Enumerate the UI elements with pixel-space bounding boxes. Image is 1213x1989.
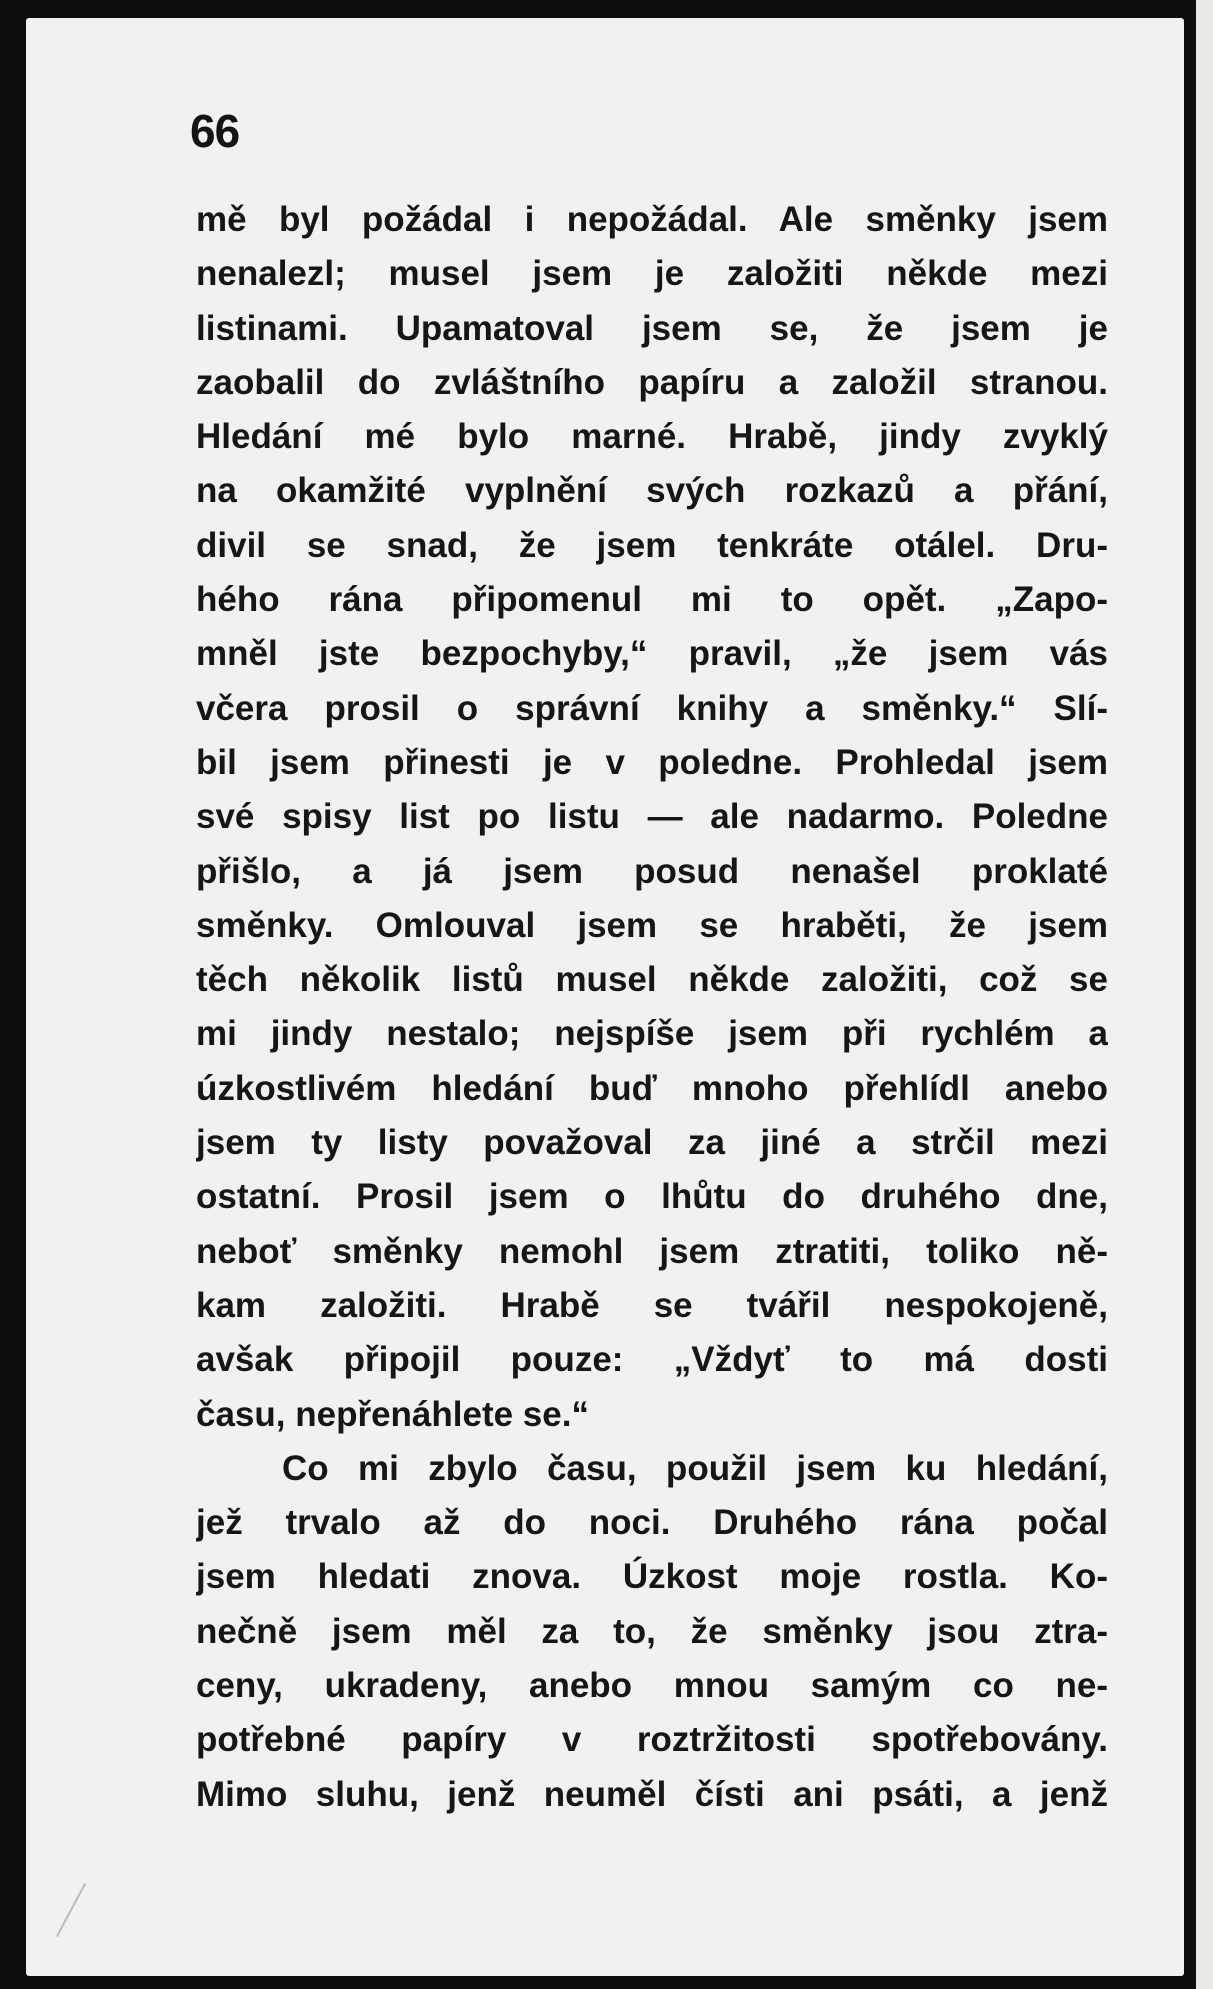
text-line: potřebné papíry v roztržitosti spotřebovány.: [196, 1720, 1108, 1760]
text-line: Mimo sluhu, jenž neuměl čísti ani psáti, a jenž: [196, 1774, 1108, 1814]
text-line: včera prosil o správní knihy a směnky.“ Slí-: [196, 688, 1108, 728]
text-line: avšak připojil pouze: „Vždyť to má dosti: [196, 1340, 1108, 1380]
text-line: Hledání mé bylo marné. Hrabě, jindy zvyklý: [196, 417, 1108, 457]
body-text: [196, 193, 1108, 1822]
text-line: směnky. Omlouval jsem se hraběti, že jsem: [196, 905, 1108, 945]
text-line: své spisy list po listu — ale nadarmo. Poledne: [196, 797, 1108, 837]
text-line: zaobalil do zvláštního papíru a založil stranou.: [196, 362, 1108, 402]
text-line: jsem ty listy považoval za jiné a strčil mezi: [196, 1123, 1108, 1163]
text-line: hého rána připomenul mi to opět. „Zapo-: [196, 580, 1108, 620]
text-line: jsem hledati znova. Úzkost moje rostla. Ko-: [196, 1557, 1108, 1597]
text-line: úzkostlivém hledání buď mnoho přehlídl anebo: [196, 1068, 1108, 1108]
text-line: mněl jste bezpochyby,“ pravil, „že jsem vás: [196, 634, 1108, 674]
adjacent-page-edge: [1196, 0, 1213, 1989]
text-line: času, nepřenáhlete se.“: [196, 1394, 589, 1434]
text-line: Co mi zbylo času, použil jsem ku hledání,: [282, 1448, 1108, 1488]
text-line: na okamžité vyplnění svých rozkazů a přání,: [196, 471, 1108, 511]
text-line: těch několik listů musel někde založiti, což se: [196, 960, 1108, 1000]
text-line: listinami. Upamatoval jsem se, že jsem je: [196, 308, 1108, 348]
text-line: kam založiti. Hrabě se tvářil nespokojeně,: [196, 1285, 1108, 1325]
text-line: ostatní. Prosil jsem o lhůtu do druhého dne,: [196, 1177, 1108, 1217]
text-line: mě byl požádal i nepožádal. Ale směnky jsem: [196, 200, 1108, 239]
text-line: nenalezl; musel jsem je založiti někde mezi: [196, 254, 1108, 294]
text-line: jež trvalo až do noci. Druhého rána počal: [196, 1503, 1108, 1543]
page-number: 66: [190, 105, 240, 157]
text-line: divil se snad, že jsem tenkráte otálel. Dru-: [196, 525, 1108, 565]
text-line: přišlo, a já jsem posud nenašel proklaté: [196, 851, 1108, 891]
text-line: bil jsem přinesti je v poledne. Prohledal jsem: [196, 742, 1108, 782]
text-line: ceny, ukradeny, anebo mnou samým co ne-: [196, 1666, 1108, 1706]
text-line: nečně jsem měl za to, že směnky jsou ztra-: [196, 1611, 1108, 1651]
text-line: mi jindy nestalo; nejspíše jsem při rychlém a: [196, 1014, 1108, 1054]
text-line: neboť směnky nemohl jsem ztratiti, toliko ně-: [196, 1231, 1108, 1271]
